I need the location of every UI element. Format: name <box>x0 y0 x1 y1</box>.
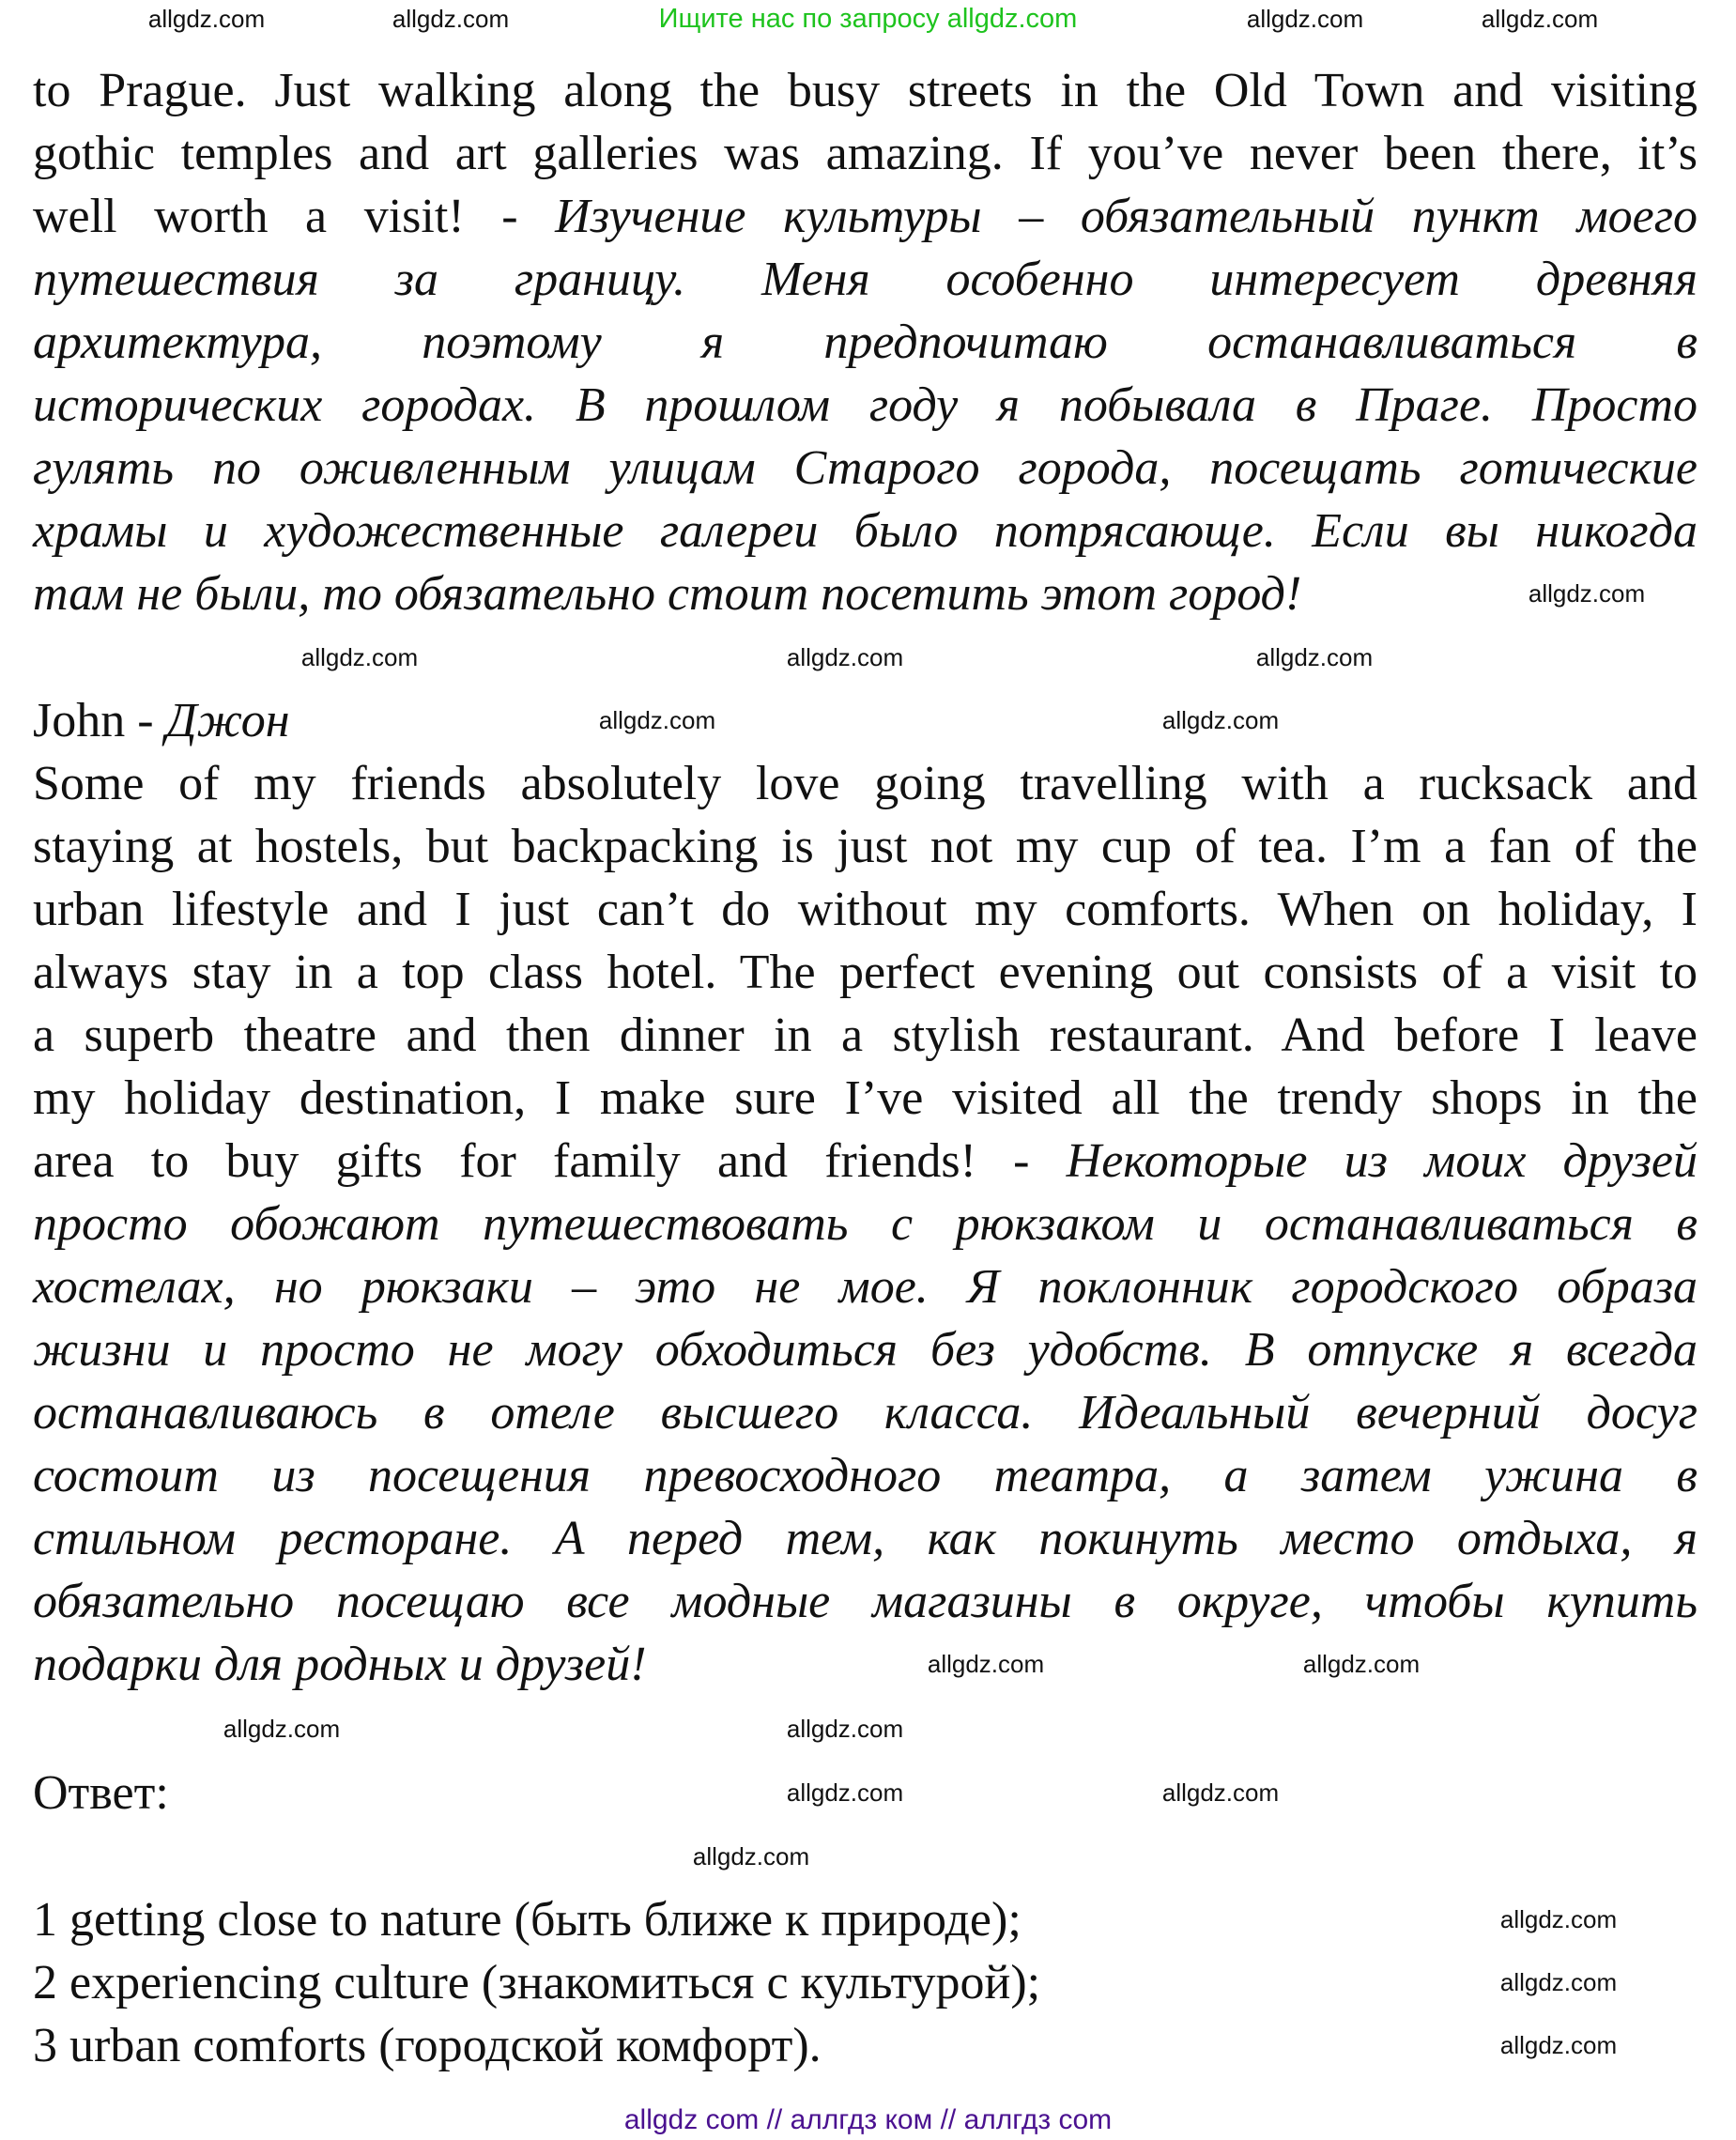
russian-translation-text: обязательно посещаю все модные магазины в округе, чтобы купить <box>33 1575 1698 1628</box>
russian-translation-text: Некоторые из моих друзей <box>1066 1134 1698 1188</box>
watermark-text: allgdz.com <box>1481 5 1599 33</box>
watermark-text: allgdz.com <box>786 1778 904 1807</box>
english-text: to Prague. Just walking along the busy streets in the Old Town and visiting <box>33 64 1698 117</box>
text-line <box>33 1193 1698 1255</box>
russian-translation-text: там не были, то обязательно стоит посетить этот город! <box>33 567 1302 621</box>
watermark-text: allgdz.com <box>1499 1968 1618 1996</box>
text-line <box>33 1507 1698 1570</box>
watermark-text: allgdz.com <box>692 1842 810 1871</box>
watermark-text: allgdz.com <box>147 5 266 33</box>
english-text: John - <box>33 694 166 747</box>
text-line <box>33 1318 1698 1381</box>
russian-translation-text: стильном ресторане. А перед тем, как покинуть место отдыха, я <box>33 1512 1698 1565</box>
text-line <box>33 2014 822 2077</box>
text-line <box>33 1888 1022 1951</box>
watermark-text: allgdz.com <box>1302 1650 1421 1678</box>
english-text: always stay in a top class hotel. The perfect evening out consists of a visit to <box>33 946 1698 999</box>
watermark-text: allgdz.com <box>927 1650 1045 1678</box>
watermark-text: allgdz.com <box>1246 5 1364 33</box>
english-text: area to buy gifts for family and friends! - <box>33 1134 1067 1188</box>
text-line <box>33 1633 647 1696</box>
watermark-text: allgdz.com <box>1528 579 1646 608</box>
text-line <box>33 1130 1698 1193</box>
watermark-text: allgdz.com <box>392 5 510 33</box>
english-text: well worth a visit! - <box>33 190 556 243</box>
russian-translation-text: путешествия за границу. Меня особенно интересует древняя <box>33 253 1698 306</box>
watermark-text: allgdz.com <box>786 643 904 671</box>
watermark-text: allgdz.com <box>223 1715 341 1743</box>
text-line <box>33 1255 1698 1318</box>
english-text: 2 experiencing culture (знакомиться с культурой); <box>33 1956 1041 2009</box>
text-line <box>33 248 1698 311</box>
text-line <box>33 122 1698 185</box>
russian-translation-text: останавливаюсь в отеле высшего класса. Идеальный вечерний досуг <box>33 1386 1698 1439</box>
russian-translation-text: исторических городах. В прошлом году я побывала в Праге. Просто <box>33 378 1698 432</box>
russian-translation-text: жизни и просто не могу обходиться без удобств. В отпуске я всегда <box>33 1323 1698 1377</box>
text-line <box>33 437 1698 500</box>
english-text: 3 urban comforts (городской комфорт). <box>33 2019 822 2072</box>
english-text: gothic temples and art galleries was amazing. If you’ve never been there, it’s <box>33 127 1698 180</box>
search-hint-banner: Ищите нас по запросу allgdz.com <box>658 4 1078 34</box>
text-line <box>33 752 1698 815</box>
text-line <box>33 1444 1698 1507</box>
text-line <box>33 374 1698 437</box>
text-line <box>33 1570 1698 1633</box>
text-line <box>33 500 1698 562</box>
russian-translation-text: гулять по оживленным улицам Старого города, посещать готические <box>33 441 1698 495</box>
english-text: Some of my friends absolutely love going travelling with a rucksack and <box>33 757 1698 810</box>
russian-translation-text: хостелах, но рюкзаки – это не мое. Я поклонник городского образа <box>33 1260 1698 1314</box>
watermark-text: allgdz.com <box>786 1715 904 1743</box>
english-text: staying at hostels, but backpacking is just not my cup of tea. I’m a fan of the <box>33 820 1698 873</box>
watermark-text: allgdz.com <box>300 643 419 671</box>
text-line <box>33 311 1698 374</box>
russian-translation-text: просто обожают путешествовать с рюкзаком и останавливаться в <box>33 1197 1698 1251</box>
russian-translation-text: храмы и художественные галереи было потрясающе. Если вы никогда <box>33 504 1698 558</box>
text-line <box>33 941 1698 1004</box>
text-line <box>33 1381 1698 1444</box>
text-line <box>33 1067 1698 1130</box>
watermark-text: allgdz.com <box>1499 1905 1618 1933</box>
russian-translation-text: архитектура, поэтому я предпочитаю останавливаться в <box>33 316 1698 369</box>
watermark-text: allgdz.com <box>1255 643 1374 671</box>
text-line <box>33 1762 169 1824</box>
watermark-text: allgdz.com <box>1161 1778 1280 1807</box>
text-line <box>33 562 1301 625</box>
watermark-text: allgdz.com <box>1499 2031 1618 2059</box>
english-text: urban lifestyle and I just can’t do without my comforts. When on holiday, I <box>33 883 1698 936</box>
english-text: a superb theatre and then dinner in a stylish restaurant. And before I leave <box>33 1008 1698 1062</box>
english-text: 1 getting close to nature (быть ближе к природе); <box>33 1893 1022 1947</box>
text-line <box>33 878 1698 941</box>
text-line <box>33 1951 1040 2014</box>
watermark-text: allgdz.com <box>598 706 716 734</box>
russian-translation-text: состоит из посещения превосходного театра, а затем ужина в <box>33 1449 1698 1502</box>
footer-mirror-links[interactable]: allgdz com // аллгдз ком // аллгдз com <box>623 2104 1113 2135</box>
russian-translation-text: подарки для родных и друзей! <box>33 1638 647 1691</box>
text-line <box>33 185 1698 248</box>
text-line <box>33 815 1698 878</box>
english-text: my holiday destination, I make sure I’ve visited all the trendy shops in the <box>33 1071 1698 1125</box>
text-line <box>33 59 1698 122</box>
text-line <box>33 1004 1698 1067</box>
watermark-text: allgdz.com <box>1161 706 1280 734</box>
russian-translation-text: Изучение культуры – обязательный пункт моего <box>555 190 1698 243</box>
text-line <box>33 689 290 752</box>
english-text: Ответ: <box>33 1766 169 1820</box>
russian-translation-text: Джон <box>165 694 290 747</box>
